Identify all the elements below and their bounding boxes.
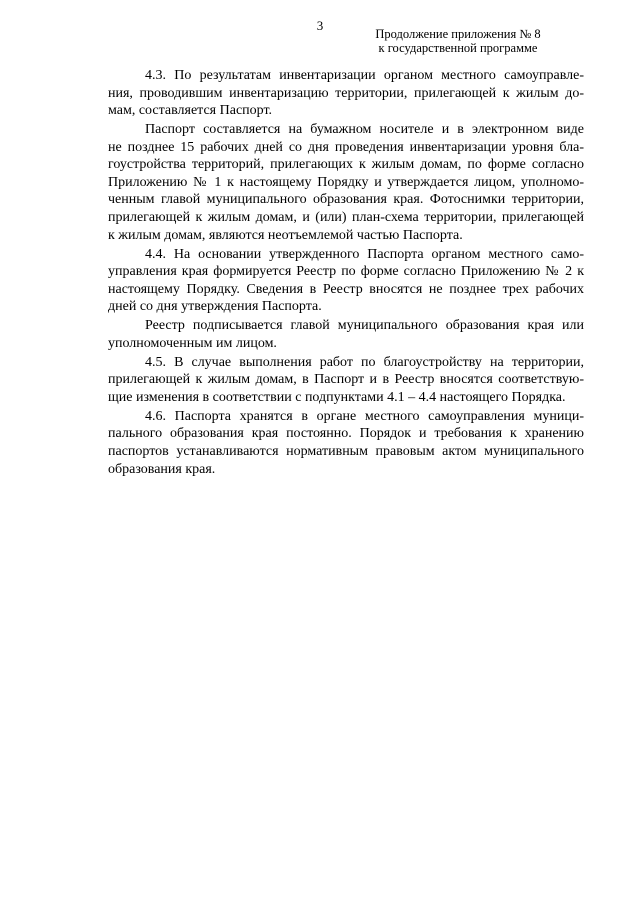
document-body — [108, 67, 584, 479]
appendix-header — [328, 27, 588, 55]
text-line: ния, проводившим инвентаризацию территории, прилегающей к жилым до- — [108, 85, 584, 101]
text-line: Приложению № 1 к настоящему Порядку и утверждается лицом, уполномо- — [108, 174, 584, 190]
text-line: дней со дня утверждения Паспорта. — [108, 299, 322, 315]
paragraph-passport — [108, 121, 584, 244]
paragraph-4-6 — [108, 408, 584, 478]
text-line: 4.4. На основании утвержденного Паспорта органом местного само- — [145, 246, 584, 262]
text-line: прилегающей к жилым домам, и (или) план-схема территории, прилегающей — [108, 210, 584, 226]
text-line: прилегающей к жилым домам, в Паспорт и в Реестр вносятся соответствую- — [108, 372, 584, 388]
text-line: образования края. — [108, 461, 216, 477]
text-line: ченным главой муниципального образования края. Фотоснимки территории, — [108, 192, 584, 208]
page-number: 3 — [316, 18, 324, 33]
text-line: 4.5. В случае выполнения работ по благоустройству на территории, — [145, 354, 584, 370]
text-line: 4.6. Паспорта хранятся в органе местного самоуправления муници- — [145, 408, 584, 424]
paragraph-4-4 — [108, 246, 584, 316]
text-line: настоящему Порядку. Сведения в Реестр вносятся не позднее трех рабочих — [108, 281, 584, 297]
text-line: управления края формируется Реестр по форме согласно Приложению № 2 к — [108, 264, 584, 280]
appendix-header-line-1: Продолжение приложения № 8 — [375, 27, 541, 41]
text-line: гоустройства территорий, прилегающих к жилым домам, по форме согласно — [108, 157, 584, 173]
text-line: Реестр подписывается главой муниципального образования края или — [145, 318, 584, 334]
text-line: паспортов устанавливаются нормативным правовым актом муниципального — [108, 443, 584, 459]
paragraph-4-5 — [108, 354, 584, 407]
text-line: не позднее 15 рабочих дней со дня проведения инвентаризации уровня бла- — [108, 139, 584, 155]
paragraph-registry — [108, 317, 584, 352]
text-line: мам, составляется Паспорт. — [108, 103, 273, 119]
text-line: щие изменения в соответствии с подпунктами 4.1 – 4.4 настоящего Порядка. — [108, 389, 566, 405]
text-line: к жилым домам, являются неотъемлемой частью Паспорта. — [108, 227, 463, 243]
text-line: пального образования края постоянно. Порядок и требования к хранению — [108, 426, 584, 442]
appendix-header-line-2: к государственной программе — [378, 41, 538, 55]
paragraph-4-3 — [108, 67, 584, 120]
text-line: 4.3. По результатам инвентаризации органом местного самоуправле- — [145, 68, 584, 83]
text-line: Паспорт составляется на бумажном носителе и в электронном виде — [145, 122, 584, 138]
text-line: уполномоченным им лицом. — [108, 335, 277, 351]
